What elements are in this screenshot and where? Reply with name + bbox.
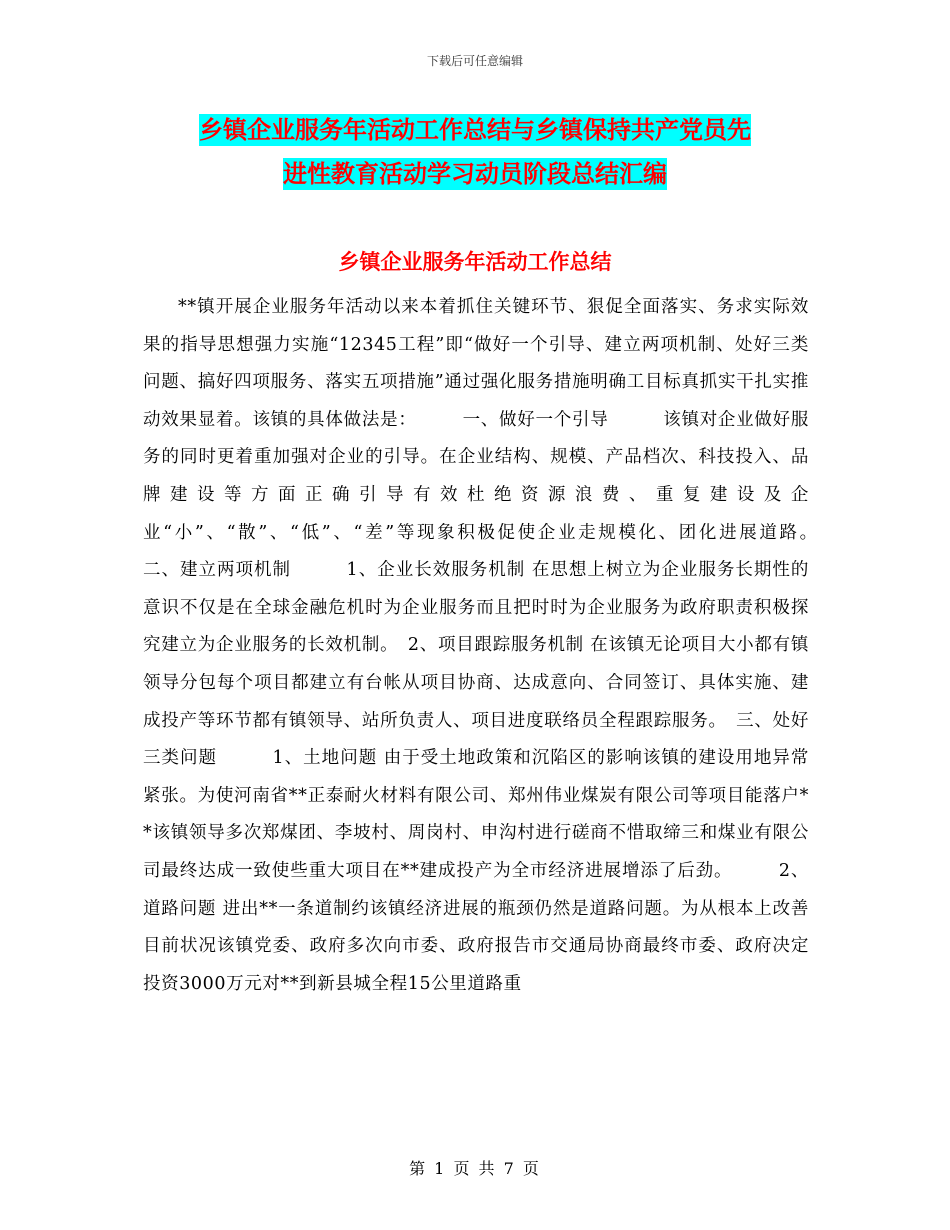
body-paragraph: **镇开展企业服务年活动以来本着抓住关键环节、狠促全面落实、务求实际效果的指导思想强力实施“12345工程”即“做好一个引导、建立两项机制、处好三类问题、搞好四项服务、落实五项措施”通过强化服务措施明确工目标真抓实干扎实推动效果显着。该镇的具体做法是： 一、做好一个引导 该镇对企业做好服务的同时更着重加强对企业的引导。在企业结构、规模、产品档次、科技投入、品牌建设等方面正确引导有效杜绝资源浪费、重复建设及企业“小”、“散”、“低”、“差”等现象积极促使企业走规模化、团化进展道路。 二、建立两项机制 1、企业长效服务机制 在思想上树立为企业服务长期性的意识不仅是在全球金融危机时为企业服务而且把时时为企业服务为政府职责积极探究建立为企业服务的长效机制。 2、项目跟踪服务机制 在该镇无论项目大小都有镇领导分包每个项目都建立有台帐从项目协商、达成意向、合同签订、具体实施、建成投产等环节都有镇领导、站所负责人、项目进度联络员全程跟踪服务。 三、处好三类问题 1、土地问题 由于受土地政策和沉陷区的影响该镇的建设用地异常紧张。为使河南省**正泰耐火材料有限公司、郑州伟业煤炭有限公司等项目能落户**该镇领导多次郑煤团、李坡村、周岗村、申沟村进行磋商不惜取缔三和煤业有限公司最终达成一致使些重大项目在**建成投产为全市经济进展增添了后劲。 2、道路问题 进出**一条道制约该镇经济进展的瓶颈仍然是道路问题。为从根本上改善目前状况该镇党委、政府多次向市委、政府报告市交通局协商最终市委、政府决定投资3000万元对**到新县城全程15公里道路重 [143,297,864,994]
document-title [120,108,830,196]
section-title: 乡镇企业服务年活动工作总结 [338,250,612,274]
document-title-line-1: 乡镇企业服务年活动工作总结与乡镇保持共产党员先 [199,116,751,144]
header-note: 下载后可任意编辑 [426,54,523,68]
page-footer: 第 1 页 共 7 页 [409,1159,541,1178]
document-title-line-2: 进性教育活动学习动员阶段总结汇编 [283,160,667,188]
